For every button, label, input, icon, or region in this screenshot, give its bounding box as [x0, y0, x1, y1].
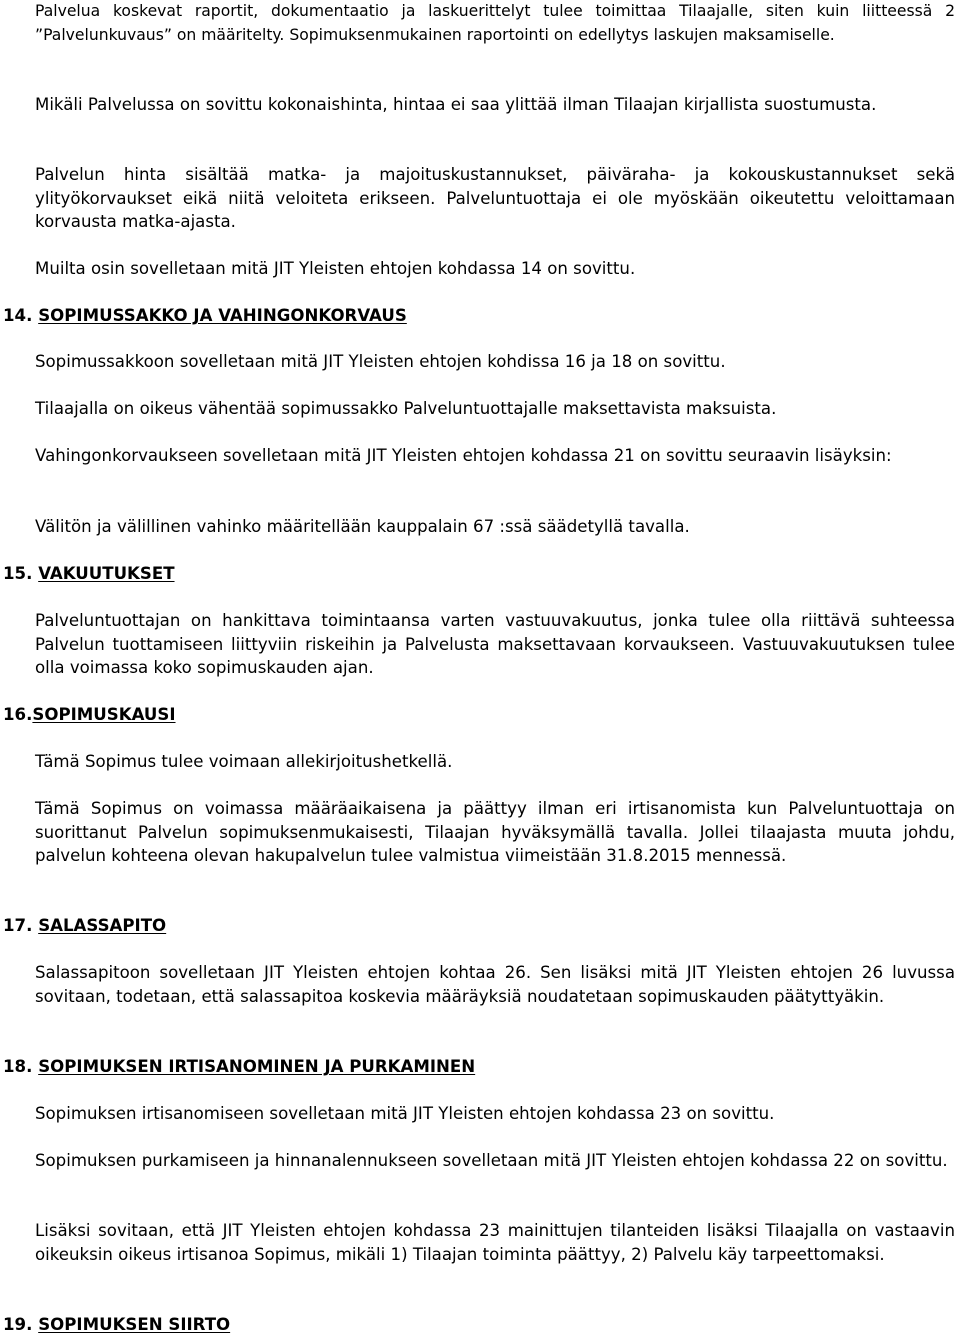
- section-heading-17: [3, 914, 166, 938]
- section-title: SOPIMUSKAUSI: [32, 705, 176, 724]
- section-title: SALASSAPITO: [38, 916, 167, 935]
- section-number: 18.: [3, 1057, 33, 1076]
- paragraph-termination: Sopimuksen irtisanomiseen sovelletaan mitä JIT Yleisten ehtojen kohdassa 23 on sovittu.: [35, 1104, 775, 1123]
- section-title: VAKUUTUKSET: [38, 564, 175, 583]
- paragraph-price-includes: Palvelun hinta sisältää matka- ja majoituskustannukset, päiväraha- ja kokouskustannukset sekä ylityökorvaukset eikä niitä veloiteta erikseen. Palveluntuottaja ei ole myöskään oikeutettu veloittamaan korvausta matka-ajasta.: [35, 165, 955, 231]
- paragraph-insurance: Palveluntuottajan on hankittava toimintaansa varten vastuuvakuutus, jonka tulee olla riittävä suhteessa Palvelun tuottamiseen liittyviin riskeihin ja Palvelusta maksettavaan korvaukseen. Vastuuvakuutuksen tulee olla voimassa koko sopimuskauden ajan.: [35, 611, 955, 677]
- section-number: 17.: [3, 916, 33, 935]
- paragraph-penalty-deduction: Tilaajalla on oikeus vähentää sopimussakko Palveluntuottajalle maksettavista maksuista.: [35, 399, 777, 418]
- paragraph-otherwise: Muilta osin sovelletaan mitä JIT Yleisten ehtojen kohdassa 14 on sovittu.: [35, 259, 636, 278]
- paragraph-damages: Vahingonkorvaukseen sovelletaan mitä JIT Yleisten ehtojen kohdassa 21 on sovittu seuraavin lisäyksin:: [35, 446, 892, 465]
- section-number: 14.: [3, 306, 33, 325]
- section-number: 16.: [3, 705, 33, 724]
- paragraph-penalty: Sopimussakkoon sovelletaan mitä JIT Yleisten ehtojen kohdissa 16 ja 18 on sovittu.: [35, 352, 726, 371]
- paragraph-total-price: Mikäli Palvelussa on sovittu kokonaishinta, hintaa ei saa ylittää ilman Tilaajan kirjallista suostumusta.: [35, 95, 877, 114]
- paragraph-reporting: Palvelua koskevat raportit, dokumentaatio ja laskuerittelyt tulee toimittaa Tilaajalle, siten kuin liitteessä 2 ”Palvelunkuvaus” on määritelty. Sopimuksenmukainen raportointi on edellytys laskujen maksamiselle.: [35, 2, 955, 44]
- section-title: SOPIMUSSAKKO JA VAHINGONKORVAUS: [38, 306, 407, 325]
- section-title: SOPIMUKSEN SIIRTO: [38, 1315, 231, 1334]
- section-heading-14: [3, 304, 407, 328]
- section-title: SOPIMUKSEN IRTISANOMINEN JA PURKAMINEN: [38, 1057, 476, 1076]
- paragraph-damages-definition: Välitön ja välillinen vahinko määritellään kauppalain 67 :ssä säädetyllä tavalla.: [35, 517, 690, 536]
- paragraph-additional-termination: Lisäksi sovitaan, että JIT Yleisten ehtojen kohdassa 23 mainittujen tilanteiden lisäksi Tilaajalla on vastaavin oikeuksin oikeus irtisanoa Sopimus, mikäli 1) Tilaajan toiminta päättyy, 2) Palvelu käy tarpeettomaksi.: [35, 1221, 955, 1264]
- paragraph-cancellation: Sopimuksen purkamiseen ja hinnanalennukseen sovelletaan mitä JIT Yleisten ehtojen kohdassa 22 on sovittu.: [35, 1151, 948, 1170]
- section-heading-19: [3, 1313, 230, 1337]
- section-heading-18: [3, 1055, 475, 1079]
- paragraph-effective: Tämä Sopimus tulee voimaan allekirjoitushetkellä.: [35, 752, 453, 771]
- section-number: 15.: [3, 564, 33, 583]
- section-number: 19.: [3, 1315, 33, 1334]
- paragraph-confidentiality: Salassapitoon sovelletaan JIT Yleisten ehtojen kohtaa 26. Sen lisäksi mitä JIT Yleisten ehtojen 26 luvussa sovitaan, todetaan, että salassapitoa koskevia määräyksiä noudatetaan sopimuskauden päätyttyäkin.: [35, 963, 955, 1006]
- paragraph-term: Tämä Sopimus on voimassa määräaikaisena ja päättyy ilman eri irtisanomista kun Palveluntuottaja on suorittanut Palvelun sopimuksenmukaisesti, Tilaajan hyväksymällä tavalla. Jollei tilaajasta muuta johdu, palvelun kohteena olevan hakupalvelun tulee valmistua viimeistään 31.8.2015 mennessä.: [35, 799, 955, 865]
- section-heading-16: [3, 703, 176, 727]
- section-heading-15: [3, 562, 175, 586]
